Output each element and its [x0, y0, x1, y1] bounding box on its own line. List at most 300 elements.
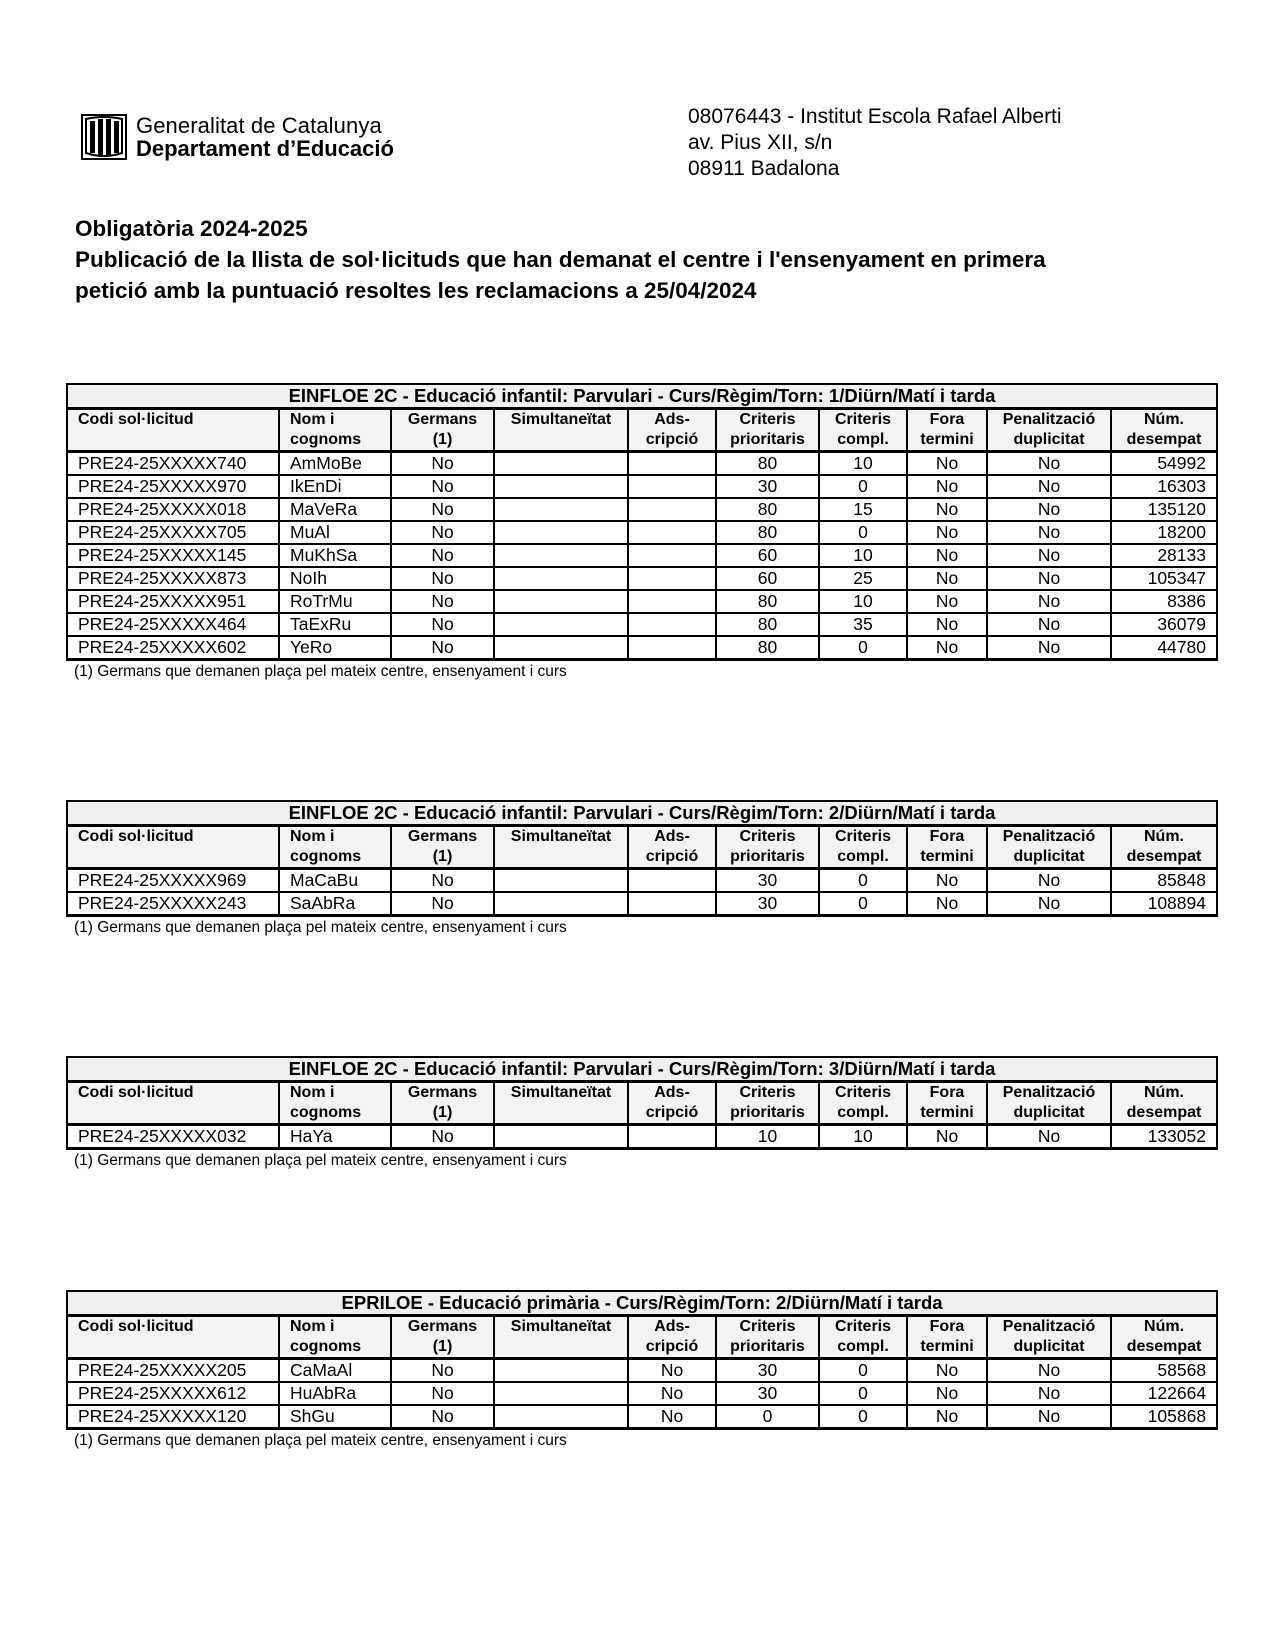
table-cell: [628, 521, 716, 544]
column-header-line2: prioritaris: [730, 848, 805, 865]
generalitat-shield-icon: [80, 113, 128, 161]
table-cell: PRE24-25XXXXX612: [67, 1382, 279, 1405]
column-header-line1: Nom i: [290, 1084, 335, 1101]
table-cell: No: [391, 613, 494, 636]
table-cell: [494, 1125, 628, 1149]
table-row: [67, 636, 1217, 660]
table-cell: No: [907, 498, 987, 521]
table-cell: [628, 567, 716, 590]
column-header-line2: duplicitat: [1013, 848, 1085, 865]
table-cell: 0: [819, 1382, 907, 1405]
table-cell: No: [391, 636, 494, 660]
table-cell: No: [987, 1382, 1111, 1405]
column-header: [716, 1082, 819, 1125]
table-cell: 80: [716, 452, 819, 476]
results-section: [66, 800, 1216, 937]
column-header: [391, 1082, 494, 1125]
results-section: [66, 1290, 1216, 1450]
column-header: [628, 409, 716, 452]
column-header-line2: cognoms: [290, 431, 362, 448]
table-cell: 133052: [1111, 1125, 1217, 1149]
column-header-line2: cognoms: [290, 1338, 362, 1355]
table-cell: No: [391, 869, 494, 893]
column-header: [391, 826, 494, 869]
column-header: [279, 1082, 391, 1125]
table-cell: No: [907, 475, 987, 498]
column-header: [987, 1316, 1111, 1359]
column-header: [391, 1316, 494, 1359]
table-row: [67, 892, 1217, 916]
column-header-line2: (1): [432, 848, 453, 865]
results-table: [66, 1290, 1218, 1430]
table-cell: No: [391, 590, 494, 613]
column-header: [628, 1082, 716, 1125]
table-cell: No: [987, 892, 1111, 916]
column-header-line2: prioritaris: [730, 431, 805, 448]
table-cell: 36079: [1111, 613, 1217, 636]
table-cell: 25: [819, 567, 907, 590]
table-cell: PRE24-25XXXXX602: [67, 636, 279, 660]
column-header-line1: Ads-: [654, 828, 690, 845]
title-description-1: Publicació de la llista de sol·licituds que han demanat el centre i l'ensenyament en primera: [75, 247, 1046, 272]
column-header: [819, 826, 907, 869]
column-header-line1: Codi sol·licitud: [78, 1084, 194, 1101]
table-row: [67, 869, 1217, 893]
column-header: [1111, 1316, 1217, 1359]
table-cell: 35: [819, 613, 907, 636]
column-header: [279, 1316, 391, 1359]
column-header: [819, 1316, 907, 1359]
table-cell: 30: [716, 1382, 819, 1405]
school-street: av. Pius XII, s/n: [688, 131, 833, 154]
table-cell: No: [987, 521, 1111, 544]
table-cell: HaYa: [279, 1125, 391, 1149]
table-cell: MaVeRa: [279, 498, 391, 521]
table-cell: 28133: [1111, 544, 1217, 567]
table-cell: No: [907, 544, 987, 567]
table-cell: [628, 475, 716, 498]
table-row: [67, 452, 1217, 476]
table-cell: [628, 1125, 716, 1149]
column-header-line1: Ads-: [654, 411, 690, 428]
table-cell: 18200: [1111, 521, 1217, 544]
column-header-line2: cripció: [645, 848, 699, 865]
column-header-line1: Criteris: [834, 411, 892, 428]
table-cell: [494, 475, 628, 498]
table-cell: 0: [819, 521, 907, 544]
table-cell: 30: [716, 1359, 819, 1383]
column-header-line2: compl.: [837, 848, 889, 865]
column-header-line1: Núm.: [1144, 411, 1184, 428]
table-cell: No: [391, 521, 494, 544]
column-header: [494, 1082, 628, 1125]
column-header: [907, 1082, 987, 1125]
table-cell: [628, 636, 716, 660]
table-row: [67, 544, 1217, 567]
table-cell: PRE24-25XXXXX243: [67, 892, 279, 916]
table-cell: 0: [716, 1405, 819, 1429]
table-cell: 10: [819, 1125, 907, 1149]
column-header: [907, 409, 987, 452]
table-cell: ShGu: [279, 1405, 391, 1429]
results-table: [66, 383, 1218, 661]
table-cell: 80: [716, 613, 819, 636]
table-cell: [494, 452, 628, 476]
table-cell: No: [987, 613, 1111, 636]
table-cell: No: [987, 544, 1111, 567]
table-cell: No: [907, 869, 987, 893]
title-course: Obligatòria 2024-2025: [75, 216, 308, 241]
logo-line-departament: Departament d’Educació: [136, 135, 394, 161]
footnote: (1) Germans que demanen plaça pel mateix centre, ensenyament i curs: [74, 919, 567, 936]
column-header-line2: cripció: [645, 1104, 699, 1121]
table-row: [67, 567, 1217, 590]
column-header: [907, 1316, 987, 1359]
table-cell: PRE24-25XXXXX969: [67, 869, 279, 893]
table-cell: [628, 613, 716, 636]
table-cell: MuAl: [279, 521, 391, 544]
table-cell: No: [907, 521, 987, 544]
table-cell: No: [628, 1359, 716, 1383]
column-header-line1: Codi sol·licitud: [78, 1318, 194, 1335]
table-cell: 108894: [1111, 892, 1217, 916]
table-row: [67, 1382, 1217, 1405]
table-cell: [494, 1405, 628, 1429]
table-cell: No: [391, 498, 494, 521]
table-cell: No: [987, 1125, 1111, 1149]
footnote: (1) Germans que demanen plaça pel mateix centre, ensenyament i curs: [74, 1152, 567, 1169]
column-header-line2: compl.: [837, 1104, 889, 1121]
table-cell: [494, 521, 628, 544]
table-cell: No: [987, 636, 1111, 660]
column-header-line1: Germans: [407, 411, 478, 428]
column-header: [716, 826, 819, 869]
column-header: [279, 409, 391, 452]
table-cell: 0: [819, 1359, 907, 1383]
table-cell: SaAbRa: [279, 892, 391, 916]
column-header-line2: termini: [920, 1338, 974, 1355]
table-caption: EINFLOE 2C - Educació infantil: Parvulari - Curs/Règim/Torn: 3/Diürn/Matí i tarda: [67, 1057, 1217, 1082]
column-header-line1: Fora: [929, 411, 965, 428]
column-header-line1: Fora: [929, 1084, 965, 1101]
column-header-line2: termini: [920, 848, 974, 865]
table-cell: No: [987, 475, 1111, 498]
table-cell: [628, 544, 716, 567]
table-cell: [494, 613, 628, 636]
column-header-line2: desempat: [1126, 431, 1202, 448]
table-cell: [494, 1382, 628, 1405]
table-cell: 16303: [1111, 475, 1217, 498]
column-header-line2: (1): [432, 1104, 453, 1121]
table-cell: PRE24-25XXXXX873: [67, 567, 279, 590]
table-cell: PRE24-25XXXXX032: [67, 1125, 279, 1149]
table-cell: No: [987, 567, 1111, 590]
table-cell: IkEnDi: [279, 475, 391, 498]
table-cell: No: [391, 452, 494, 476]
table-cell: 54992: [1111, 452, 1217, 476]
column-header-line2: cognoms: [290, 848, 362, 865]
table-cell: RoTrMu: [279, 590, 391, 613]
table-cell: 30: [716, 475, 819, 498]
table-cell: No: [391, 544, 494, 567]
table-cell: PRE24-25XXXXX464: [67, 613, 279, 636]
column-header-line1: Codi sol·licitud: [78, 828, 194, 845]
table-cell: No: [628, 1405, 716, 1429]
column-header-line1: Penalització: [1002, 828, 1096, 845]
table-cell: [628, 498, 716, 521]
column-header-line1: Germans: [407, 1318, 478, 1335]
table-row: [67, 1359, 1217, 1383]
table-cell: 10: [819, 452, 907, 476]
column-header-line1: Simultaneïtat: [510, 828, 612, 845]
title-description-2: petició amb la puntuació resoltes les reclamacions a 25/04/2024: [75, 278, 757, 303]
table-cell: 58568: [1111, 1359, 1217, 1383]
table-cell: No: [907, 613, 987, 636]
column-header: [1111, 826, 1217, 869]
table-cell: 0: [819, 892, 907, 916]
table-cell: No: [987, 1405, 1111, 1429]
column-header-line2: termini: [920, 1104, 974, 1121]
table-cell: [494, 590, 628, 613]
table-cell: No: [907, 636, 987, 660]
column-header: [67, 409, 279, 452]
column-header-line1: Núm.: [1144, 1084, 1184, 1101]
table-cell: 0: [819, 1405, 907, 1429]
table-cell: No: [391, 1125, 494, 1149]
table-cell: PRE24-25XXXXX705: [67, 521, 279, 544]
table-cell: PRE24-25XXXXX145: [67, 544, 279, 567]
table-cell: 0: [819, 475, 907, 498]
column-header: [628, 826, 716, 869]
column-header-line2: (1): [432, 431, 453, 448]
results-section: [66, 383, 1216, 681]
column-header: [628, 1316, 716, 1359]
table-cell: [494, 1359, 628, 1383]
table-cell: [628, 869, 716, 893]
table-cell: MuKhSa: [279, 544, 391, 567]
column-header-line2: duplicitat: [1013, 1338, 1085, 1355]
column-header-line1: Nom i: [290, 1318, 335, 1335]
table-cell: 30: [716, 892, 819, 916]
table-cell: 10: [716, 1125, 819, 1149]
table-cell: [494, 544, 628, 567]
column-header-line1: Fora: [929, 1318, 965, 1335]
column-header-line2: desempat: [1126, 1104, 1202, 1121]
column-header: [494, 826, 628, 869]
table-cell: No: [907, 1359, 987, 1383]
column-header-line1: Criteris: [739, 1084, 796, 1101]
document-title: [75, 213, 1046, 306]
column-header-line2: prioritaris: [730, 1104, 805, 1121]
table-cell: No: [628, 1382, 716, 1405]
table-cell: 80: [716, 636, 819, 660]
table-cell: 105347: [1111, 567, 1217, 590]
table-cell: 15: [819, 498, 907, 521]
table-cell: PRE24-25XXXXX018: [67, 498, 279, 521]
table-cell: No: [391, 475, 494, 498]
table-cell: TaExRu: [279, 613, 391, 636]
column-header-line1: Fora: [929, 828, 965, 845]
table-cell: PRE24-25XXXXX740: [67, 452, 279, 476]
column-header: [67, 1082, 279, 1125]
column-header-line1: Germans: [407, 828, 478, 845]
table-cell: YeRo: [279, 636, 391, 660]
table-cell: 60: [716, 567, 819, 590]
column-header: [391, 409, 494, 452]
column-header-line1: Núm.: [1144, 828, 1184, 845]
table-cell: 60: [716, 544, 819, 567]
table-cell: 0: [819, 869, 907, 893]
column-header-line2: cripció: [645, 431, 699, 448]
table-cell: No: [391, 1359, 494, 1383]
column-header: [819, 409, 907, 452]
column-header: [67, 826, 279, 869]
table-cell: 44780: [1111, 636, 1217, 660]
table-cell: No: [907, 1405, 987, 1429]
school-name: 08076443 - Institut Escola Rafael Alberti: [688, 105, 1062, 128]
column-header: [987, 1082, 1111, 1125]
footnote: (1) Germans que demanen plaça pel mateix centre, ensenyament i curs: [74, 663, 567, 680]
column-header-line2: duplicitat: [1013, 431, 1085, 448]
column-header: [1111, 409, 1217, 452]
table-cell: 135120: [1111, 498, 1217, 521]
table-cell: PRE24-25XXXXX205: [67, 1359, 279, 1383]
table-cell: [494, 498, 628, 521]
table-cell: [628, 892, 716, 916]
column-header-line2: termini: [920, 431, 974, 448]
table-cell: NoIh: [279, 567, 391, 590]
results-section: [66, 1056, 1216, 1170]
table-row: [67, 613, 1217, 636]
logo-line-generalitat: Generalitat de Catalunya: [136, 112, 382, 138]
column-header: [494, 1316, 628, 1359]
table-cell: No: [987, 452, 1111, 476]
table-cell: 122664: [1111, 1382, 1217, 1405]
column-header-line2: prioritaris: [730, 1338, 805, 1355]
footnote: (1) Germans que demanen plaça pel mateix centre, ensenyament i curs: [74, 1432, 567, 1449]
table-cell: No: [391, 1382, 494, 1405]
table-cell: HuAbRa: [279, 1382, 391, 1405]
table-cell: [494, 567, 628, 590]
table-cell: No: [907, 590, 987, 613]
column-header-line1: Nom i: [290, 411, 335, 428]
table-cell: 10: [819, 590, 907, 613]
table-caption: EINFLOE 2C - Educació infantil: Parvulari - Curs/Règim/Torn: 1/Diürn/Matí i tarda: [67, 384, 1217, 409]
table-cell: AmMoBe: [279, 452, 391, 476]
column-header-line2: (1): [432, 1338, 453, 1355]
table-caption: EPRILOE - Educació primària - Curs/Règim/Torn: 2/Diürn/Matí i tarda: [67, 1291, 1217, 1316]
table-row: [67, 1125, 1217, 1149]
table-row: [67, 1405, 1217, 1429]
column-header-line1: Criteris: [834, 1318, 892, 1335]
table-cell: No: [907, 892, 987, 916]
table-cell: No: [987, 869, 1111, 893]
column-header-line1: Criteris: [739, 411, 796, 428]
table-row: [67, 498, 1217, 521]
column-header-line1: Penalització: [1002, 1318, 1096, 1335]
table-cell: 80: [716, 498, 819, 521]
column-header-line2: compl.: [837, 1338, 889, 1355]
column-header: [716, 1316, 819, 1359]
table-cell: No: [987, 1359, 1111, 1383]
table-cell: No: [907, 1125, 987, 1149]
results-table: [66, 800, 1218, 917]
table-cell: No: [987, 590, 1111, 613]
column-header-line1: Núm.: [1144, 1318, 1185, 1335]
table-cell: 10: [819, 544, 907, 567]
table-cell: [494, 892, 628, 916]
school-city: 08911 Badalona: [688, 157, 840, 180]
table-cell: 8386: [1111, 590, 1217, 613]
column-header-line1: Codi sol·licitud: [78, 411, 194, 428]
table-cell: MaCaBu: [279, 869, 391, 893]
column-header: [907, 826, 987, 869]
table-cell: [494, 869, 628, 893]
column-header-line1: Penalització: [1002, 1084, 1096, 1101]
table-cell: PRE24-25XXXXX951: [67, 590, 279, 613]
column-header-line1: Simultaneïtat: [510, 1318, 612, 1335]
column-header-line2: compl.: [837, 431, 889, 448]
table-cell: No: [391, 1405, 494, 1429]
column-header: [987, 826, 1111, 869]
table-cell: 30: [716, 869, 819, 893]
column-header: [819, 1082, 907, 1125]
table-cell: PRE24-25XXXXX120: [67, 1405, 279, 1429]
column-header-line2: cripció: [645, 1338, 699, 1355]
column-header-line1: Ads-: [654, 1084, 690, 1101]
column-header-line1: Criteris: [739, 1318, 796, 1335]
table-cell: [628, 590, 716, 613]
column-header-line1: Ads-: [654, 1318, 690, 1335]
table-cell: No: [907, 452, 987, 476]
table-cell: PRE24-25XXXXX970: [67, 475, 279, 498]
table-cell: 85848: [1111, 869, 1217, 893]
table-row: [67, 590, 1217, 613]
column-header-line1: Criteris: [834, 1084, 892, 1101]
table-cell: [628, 452, 716, 476]
column-header: [716, 409, 819, 452]
column-header-line1: Simultaneïtat: [510, 1084, 612, 1101]
table-cell: [494, 636, 628, 660]
table-cell: 0: [819, 636, 907, 660]
table-cell: No: [391, 567, 494, 590]
column-header-line2: cognoms: [290, 1104, 362, 1121]
column-header-line1: Simultaneïtat: [510, 411, 612, 428]
column-header: [67, 1316, 279, 1359]
generalitat-logo: [80, 113, 394, 161]
table-cell: No: [907, 1382, 987, 1405]
column-header-line1: Penalització: [1002, 411, 1096, 428]
column-header-line2: duplicitat: [1013, 1104, 1085, 1121]
table-cell: 105868: [1111, 1405, 1217, 1429]
school-address: [688, 104, 1062, 182]
table-cell: No: [907, 567, 987, 590]
column-header-line1: Nom i: [290, 828, 335, 845]
table-row: [67, 521, 1217, 544]
table-cell: CaMaAl: [279, 1359, 391, 1383]
results-table: [66, 1056, 1218, 1150]
column-header: [987, 409, 1111, 452]
table-cell: 80: [716, 590, 819, 613]
table-cell: No: [987, 498, 1111, 521]
column-header-line1: Germans: [407, 1084, 478, 1101]
table-row: [67, 475, 1217, 498]
column-header: [494, 409, 628, 452]
table-cell: No: [391, 892, 494, 916]
column-header: [1111, 1082, 1217, 1125]
column-header-line2: desempat: [1126, 1338, 1202, 1355]
table-caption: EINFLOE 2C - Educació infantil: Parvulari - Curs/Règim/Torn: 2/Diürn/Matí i tarda: [67, 801, 1217, 826]
